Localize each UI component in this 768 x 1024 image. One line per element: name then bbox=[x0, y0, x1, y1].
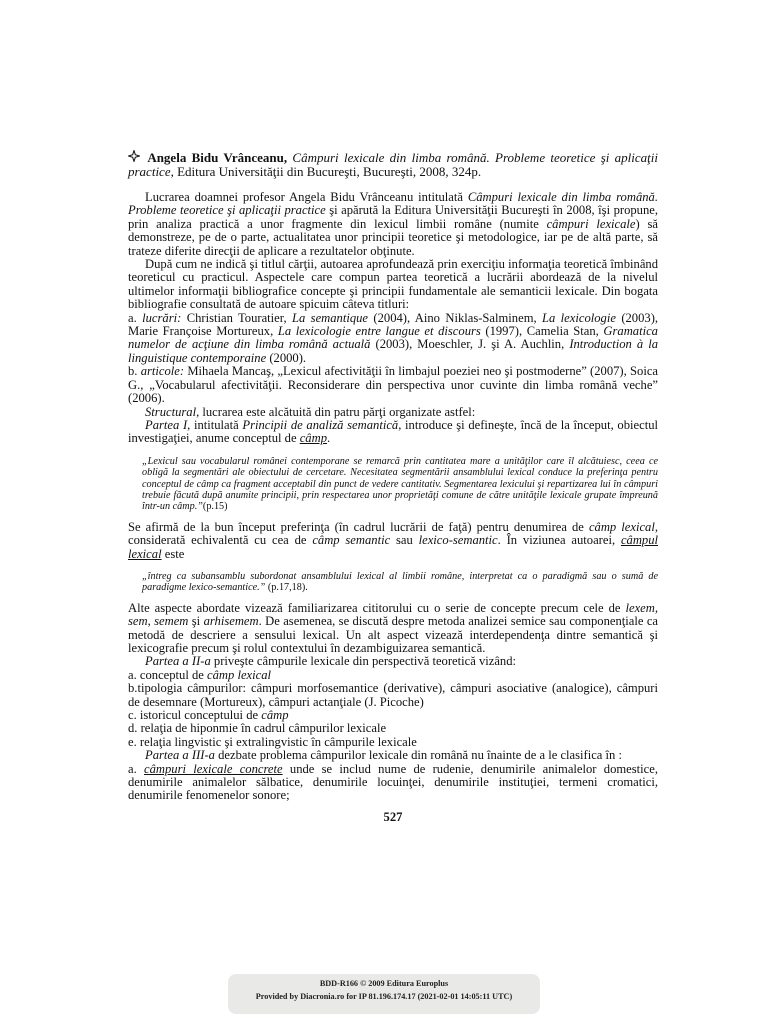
footer-provider: Provided by Diacronia.ro for IP 81.196.174.17 (2021-02-01 14:05:11 UTC) bbox=[255, 992, 513, 1001]
diamond-outline-icon bbox=[128, 150, 142, 165]
list-item-a: a. conceptul de câmp lexical bbox=[128, 667, 272, 682]
paragraph-structure: Structural, lucrarea este alcătuită din patru părţi organizate astfel: bbox=[145, 404, 476, 419]
list-item-d: d. relaţia de hiponmie în cadrul câmpurilor lexicale bbox=[128, 721, 387, 736]
footer-watermark bbox=[228, 974, 540, 1014]
paragraph-part-three: Partea a III-a dezbate problema câmpurilor lexicale din română nu înainte de a le clasifica în : bbox=[145, 748, 622, 763]
paragraph-overview: După cum ne indică şi titlul cărţii, autoarea aprofundează prin exerciţiu informaţia teoretică îmbinând teoreticul cu practicul. Aspectele care compun partea teoretică a lucrării abordează de la nivelul ultimelor informaţii bibliografice concepte şi principii fundamentale ale semanticii lexicale. Din bogata bibliografie consultată de autoare spicuim câteva titluri: bbox=[128, 257, 658, 312]
list-item-e: e. relaţia lingvistic şi extralingvistic în câmpurile lexicale bbox=[128, 734, 417, 749]
references-books: a. lucrări: Christian Touratier, La semantique (2004), Aino Niklas-Salminem, La lexicologie (2003), Marie Françoise Mortureux, La lexicologie entre langue et discours (1997), Camelia Stan, Gramatica numelor de acţiune din limba română actuală (2003), Moeschler, J. şi A. Auchlin, Introduction à la linguistique contemporaine (2000). bbox=[128, 310, 659, 365]
references-articles: b. articole: Mihaela Mancaş, „Lexicul afectivităţii în limbajul poeziei neo şi postmoderne” (2007), Soica G., „Vocabularul afectivităţii. Reconsiderare din perspectiva unor cuvinte din limba română veche” (2006). bbox=[128, 364, 658, 406]
paragraph-other-aspects: Alte aspecte abordate vizează familiarizarea cititorului cu o serie de concepte precum cele de lexem, sem, semem şi arhisemem. De asemenea, se discută despre metoda analizei semice sau componenţiale ca metodă de descriere a sensului lexical. Un alt aspect vizează interdependenţa dintre semantică şi lexicografie precum şi rolul contextului în dezambiguizarea semantică. bbox=[128, 600, 659, 655]
paragraph-part-one: Partea I, intitulată Principii de analiză semantică, introduce şi defineşte, încă de la început, obiectul investigaţiei, anume conceptul de câmp. bbox=[128, 417, 658, 446]
book-publisher: Editura Universităţii din Bucureşti, Bucureşti, 2008, 324p. bbox=[177, 164, 482, 179]
review-header bbox=[128, 150, 658, 179]
paragraph-concrete-fields: a. câmpuri lexicale concrete unde se includ nume de rudenie, denumirile animalelor domestice, denumirile animalelor sălbatice, denumirile locuinţei, denumirile instituţiei, termeni cromatici, denumirile fenomenelor sonore; bbox=[128, 761, 658, 803]
page-body bbox=[128, 150, 658, 824]
list-item-b: b.tipologia câmpurilor: câmpuri morfosemantice (derivative), câmpuri asociative (analogice), câmpuri de desemnare (Mortureux), câmpuri actanţiale (J. Picoche) bbox=[128, 681, 658, 709]
paragraph-lexical-field: Se afirmă de la bun început preferinţa (în cadrul lucrării de faţă) pentru denumirea de câmp lexical, considerată echivalentă cu cea de câmp semantic sau lexico-semantic. În viziunea autoarei, câmpul lexical este bbox=[128, 519, 659, 561]
book-author: Angela Bidu Vrânceanu, bbox=[147, 150, 288, 165]
paragraph-part-two: Partea a II-a priveşte câmpurile lexicale din perspectivă teoretică vizând: bbox=[145, 654, 517, 669]
paragraph-intro: Lucrarea doamnei profesor Angela Bidu Vrânceanu intitulată Câmpuri lexicale din limba română. Probleme teoretice şi aplicaţii practice şi apărută la Editura Universităţii Bucureşti în 2008, îşi propune, prin analiza practică a unor fragmente din lexicul limbii române (numite câmpuri lexicale) să demonstreze, pe de o parte, actualitatea unor principii teoretice şi metodologice, iar pe de altă parte, să trateze diferite direcţii de aplicare a rezultatelor obţinute. bbox=[128, 190, 658, 258]
list-item-c: c. istoricul conceptului de câmp bbox=[128, 708, 289, 723]
page-number: 527 bbox=[383, 809, 403, 824]
book-title: Câmpuri lexicale din limba română. Probleme teoretice şi aplicaţii practice, bbox=[128, 150, 659, 179]
footer-copyright: BDD-R166 © 2009 Editura Europlus bbox=[319, 979, 449, 988]
block-quote-field-definition: „Lexicul sau vocabularul românei contemporane se remarcă prin cantitatea mare a unităţilor care îl alcătuiesc, ceea ce obligă la segmentări ale obiectului de cercetare. Necesitatea segmentării ansamblului lexical conduce la preferinţa pentru conceptul de câmp ca fragment acceptabil din punct de vedere cantitativ. Segmentarea lexicului şi repartizarea lui în câmpuri trebuie făcută după anumite principii, prin respectarea unor proprietăţi comune de către unităţile lexicale grupate împreună într-un câmp.”(p.15) bbox=[142, 455, 658, 513]
block-quote-author-view: „întreg ca subansamblu subordonat ansamblului lexical al limbii române, interpretat ca o paradigmă sau o sumă de paradigme lexico-semantice.” (p.17,18). bbox=[142, 570, 658, 594]
